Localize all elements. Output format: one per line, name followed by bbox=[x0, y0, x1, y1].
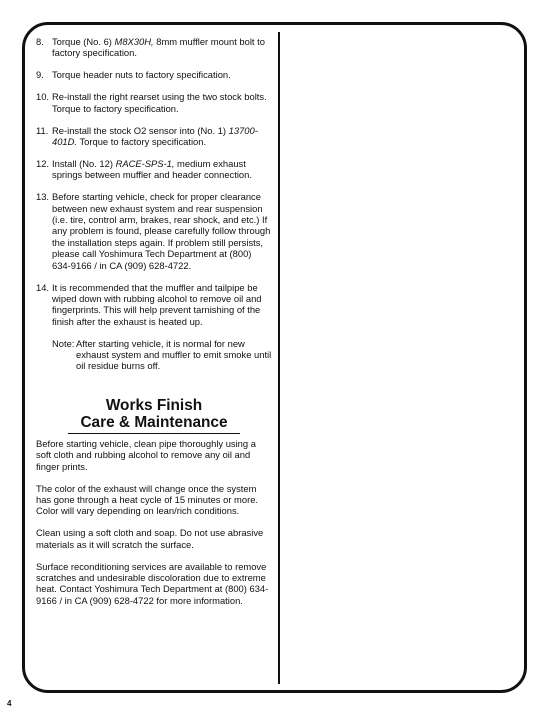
step-text: Before starting vehicle, check for proper clearance between new exhaust system and rear suspension (i.e. tire, control arm, brakes, rear shock, and etc.) If any problem is found, please carefully follow through the installation steps again. If problem still persists, please call Yoshimura Tech Department at (800) 634-9166 / in CA (909) 628-4722. bbox=[52, 191, 271, 271]
note bbox=[52, 338, 272, 372]
section-title-line2: Care & Maintenance bbox=[68, 414, 239, 434]
paragraph: Before starting vehicle, clean pipe thoroughly using a soft cloth and rubbing alcohol to remove any oil and finger prints. bbox=[36, 437, 256, 472]
section-heading bbox=[36, 397, 272, 434]
step-10 bbox=[36, 91, 272, 114]
section-title-line1: Works Finish bbox=[105, 396, 203, 414]
step-11 bbox=[36, 125, 272, 148]
note-text: After starting vehicle, it is normal for new exhaust system and muffler to emit smoke until oil residue burns off. bbox=[76, 337, 272, 372]
step-9 bbox=[36, 69, 272, 80]
step-number: 9. bbox=[36, 69, 44, 81]
step-text: Torque header nuts to factory specification. bbox=[52, 69, 231, 81]
paragraph: Clean using a soft cloth and soap. Do not use abrasive materials as it will scratch the surface. bbox=[36, 527, 264, 550]
step-text: Torque (No. 6) M8X30H, 8mm muffler mount bolt to factory specification. bbox=[52, 36, 265, 59]
note-label: Note: bbox=[52, 337, 75, 349]
step-text: Re-install the right rearset using the two stock bolts. Torque to factory specification. bbox=[52, 91, 267, 114]
column-divider bbox=[278, 32, 280, 684]
step-13 bbox=[36, 191, 272, 271]
paragraph: Surface reconditioning services are available to remove scratches and undesirable discoloration due to extreme heat. Contact Yoshimura Tech Department at (800) 634-9166 / in CA (909) 628-4722 for more information. bbox=[36, 560, 269, 606]
step-number: 10. bbox=[36, 91, 50, 103]
step-text: It is recommended that the muffler and tailpipe be wiped down with rubbing alcohol to remove oil and fingerprints. This will help prevent tarnishing of the finish after the exhaust is heated up. bbox=[52, 281, 262, 327]
paragraph: The color of the exhaust will change once the system has gone through a heat cycle of 15 minutes or more. Color will vary depending on lean/rich conditions. bbox=[36, 482, 259, 517]
left-column bbox=[36, 36, 272, 617]
step-text: Re-install the stock O2 sensor into (No. 1) 13700-401D. Torque to factory specification. bbox=[52, 124, 258, 147]
step-text: Install (No. 12) RACE-SPS-1, medium exhaust springs between muffler and header connection. bbox=[52, 157, 252, 181]
step-14 bbox=[36, 282, 272, 328]
step-number: 8. bbox=[36, 36, 44, 47]
step-number: 14. bbox=[36, 281, 50, 293]
step-number: 11. bbox=[36, 124, 49, 136]
step-number: 12. bbox=[36, 157, 50, 169]
step-8 bbox=[36, 36, 272, 59]
page-number: 4 bbox=[7, 699, 12, 708]
step-number: 13. bbox=[36, 191, 50, 203]
step-12 bbox=[36, 158, 272, 181]
